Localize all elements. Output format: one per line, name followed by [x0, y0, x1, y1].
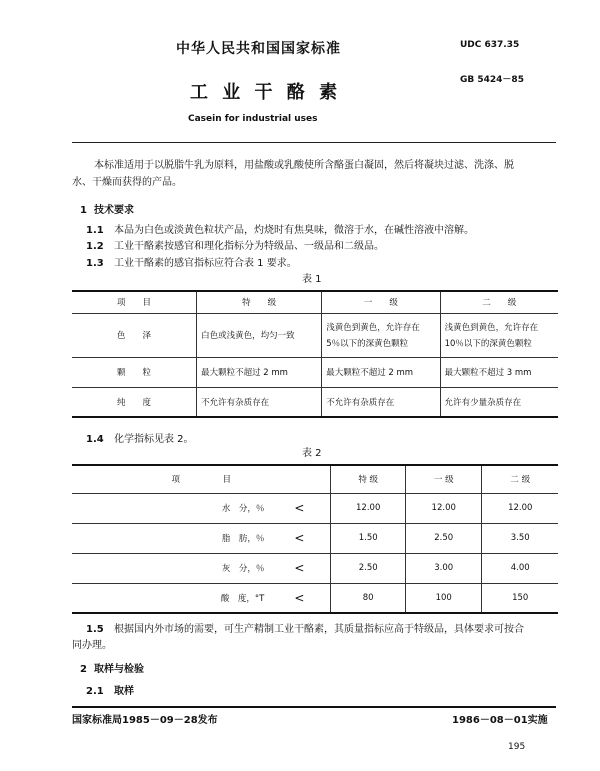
- table2-cell: 3.00: [405, 553, 481, 583]
- table1-item-purity: 纯 度: [72, 387, 197, 417]
- item-1-3-number: 1.3: [86, 258, 104, 269]
- table1-header-item: 项 目: [72, 291, 197, 313]
- standard-org: 中华人民共和国国家标准: [176, 41, 341, 57]
- item-1-4-text: 化学指标见表 2。: [114, 434, 194, 445]
- item-1-5-line1: 根据国内外市场的需要，可生产精制工业干酪素，其质量指标应高于特级品，具体要求可按合: [114, 624, 524, 635]
- table2-operator: <: [268, 583, 331, 613]
- table1-header-row: [72, 291, 558, 313]
- table2-cell: 12.00: [482, 493, 558, 523]
- table2-cell: 3.50: [482, 523, 558, 553]
- table1: [72, 290, 558, 418]
- table2-caption: 表 2: [302, 448, 322, 459]
- table-row: [72, 583, 558, 613]
- table2-header-second: 二 级: [482, 465, 558, 493]
- header-divider: [72, 142, 556, 143]
- table1-cell: 最大颗粒不超过 2 mm: [322, 357, 440, 387]
- table2-cell: 2.50: [405, 523, 481, 553]
- effective-date: 1986－08－01实施: [452, 715, 548, 726]
- page-number: 195: [508, 742, 526, 752]
- section2-heading: 取样与检验: [94, 664, 144, 675]
- table1-cell-line: 浅黄色到黄色，允许存在: [444, 323, 539, 333]
- intro-line2: 水、干燥而获得的产品。: [72, 177, 182, 188]
- section1-heading: 技术要求: [94, 205, 134, 216]
- table2-operator: <: [268, 493, 331, 523]
- table1-cell-line: 浅黄色到黄色，允许存在: [326, 323, 420, 333]
- table2-cell: 12.00: [405, 493, 481, 523]
- item-1-4-number: 1.4: [86, 434, 104, 445]
- table1-caption: 表 1: [302, 274, 322, 285]
- item-1-5-line2: 同办理。: [72, 640, 112, 651]
- table1-item-granule: 颗 粒: [72, 357, 197, 387]
- table2-cell: 1.50: [331, 523, 406, 553]
- issue-date: 国家标准局1985－09－28发布: [72, 715, 218, 726]
- table1-cell: 最大颗粒不超过 2 mm: [197, 357, 322, 387]
- table1-cell-line: 10％以下的深黄色颗粒: [444, 339, 532, 349]
- table1-header-first: 一 级: [322, 291, 440, 313]
- item-1-2-text: 工业干酪素按感官和理化指标分为特级品、一级品和二级品。: [114, 241, 384, 252]
- table-row: [72, 313, 558, 357]
- table-row: [72, 387, 558, 417]
- table1-cell: [197, 313, 322, 357]
- table2-operator: <: [268, 553, 331, 583]
- table1-cell-line: 白色或浅黄色，均匀一致: [201, 331, 295, 341]
- table1-cell: [440, 313, 558, 357]
- table2-header-special: 特 级: [331, 465, 406, 493]
- table-row: [72, 357, 558, 387]
- table2-item: 水 分，％: [72, 493, 268, 523]
- footer-divider: [72, 706, 556, 708]
- table2-cell: 2.50: [331, 553, 406, 583]
- item-1-1-number: 1.1: [86, 225, 104, 236]
- item-2-1-number: 2.1: [86, 686, 104, 697]
- gb-number: GB 5424－85: [460, 75, 524, 85]
- title-english: Casein for industrial uses: [188, 114, 318, 124]
- table1-item-color: 色 泽: [72, 313, 197, 357]
- item-1-3-text: 工业干酪素的感官指标应符合表 1 要求。: [114, 258, 297, 269]
- table-row: [72, 523, 558, 553]
- item-1-5-number: 1.5: [86, 624, 104, 635]
- table1-cell: 不允许有杂质存在: [197, 387, 322, 417]
- udc-code: UDC 637.35: [460, 40, 520, 50]
- section1-number: 1: [80, 205, 87, 216]
- item-2-1-text: 取样: [114, 686, 134, 697]
- table2-cell: 150: [482, 583, 558, 613]
- intro-line1: 本标准适用于以脱脂牛乳为原料，用盐酸或乳酸使所含酪蛋白凝固，然后将凝块过滤、洗涤、脱: [94, 160, 514, 171]
- table2-item: 酸 度，°T: [72, 583, 268, 613]
- table1-cell: [322, 313, 440, 357]
- table2-operator: <: [268, 523, 331, 553]
- table2-cell: 80: [331, 583, 406, 613]
- table2-cell: 12.00: [331, 493, 406, 523]
- table2-header-row: [72, 465, 558, 493]
- item-1-1-text: 本品为白色或淡黄色粒状产品，灼烧时有焦臭味，微溶于水，在碱性溶液中溶解。: [114, 225, 474, 236]
- table1-cell: 最大颗粒不超过 3 mm: [440, 357, 558, 387]
- table-row: [72, 553, 558, 583]
- table2-item: 脂 肪，％: [72, 523, 268, 553]
- table1-header-special: 特 级: [197, 291, 322, 313]
- table2-header-item: 项 目: [72, 465, 331, 493]
- item-1-2-number: 1.2: [86, 241, 104, 252]
- table2-cell: 100: [405, 583, 481, 613]
- table1-cell: 允许有少量杂质存在: [440, 387, 558, 417]
- table2-header-first: 一 级: [405, 465, 481, 493]
- table2-item: 灰 分，％: [72, 553, 268, 583]
- table2-cell: 4.00: [482, 553, 558, 583]
- table1-cell-line: 5％以下的深黄色颗粒: [326, 339, 409, 349]
- table2: [72, 464, 558, 614]
- table-row: [72, 493, 558, 523]
- section2-number: 2: [80, 664, 87, 675]
- table1-cell: 不允许有杂质存在: [322, 387, 440, 417]
- table1-header-second: 二 级: [440, 291, 558, 313]
- page-title: 工 业 干 酪 素: [190, 82, 342, 103]
